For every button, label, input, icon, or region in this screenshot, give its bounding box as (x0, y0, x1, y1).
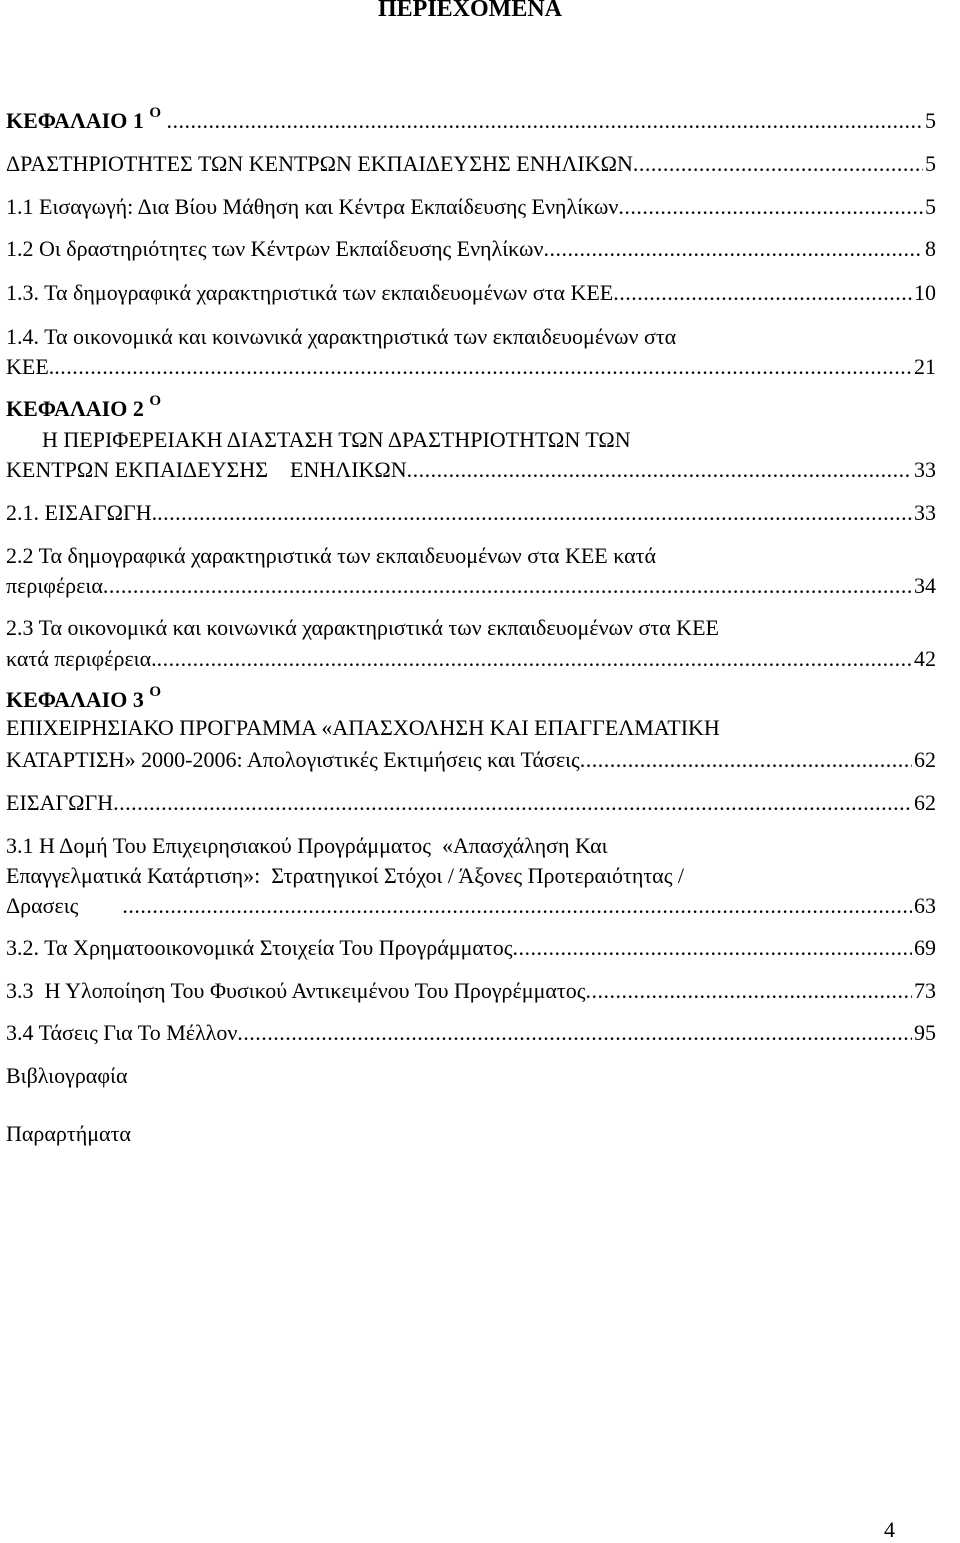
page-ref: 34 (914, 573, 936, 598)
toc-section-3-4[interactable] (6, 1022, 936, 1044)
page-ref: 63 (914, 893, 936, 918)
page-ref: 69 (914, 935, 936, 960)
toc-section-1-3[interactable] (6, 282, 936, 304)
page-ref: 5 (925, 108, 936, 133)
entry-label: ΚΑΤΑΡΤΙΣΗ» 2000-2006: Απολογιστικές Εκτιμήσεις και Τάσεις (6, 747, 580, 772)
entry-label: 2.1. ΕΙΣΑΓΩΓΗ. (6, 500, 158, 525)
entry-label: 1.2 Οι δραστηριότητες των Κέντρων Εκπαίδευσης Ενηλίκων (6, 236, 544, 261)
toc-section-3-2[interactable] (6, 937, 936, 959)
toc-appendices[interactable]: Παραρτήματα (6, 1121, 131, 1146)
toc-bibliography[interactable]: Βιβλιογραφία (6, 1063, 128, 1088)
dot-leader (633, 153, 923, 175)
chapter-2-label: ΚΕΦΑΛΑΙΟ 2 (6, 396, 144, 421)
page-ref: 21 (914, 354, 936, 379)
toc-section-2-2-line1: 2.2 Τα δημογραφικά χαρακτηριστικά των εκπαιδευομένων στα ΚΕΕ κατά (6, 543, 656, 568)
page-ref: 62 (914, 747, 936, 772)
toc-section-3-1[interactable] (6, 895, 936, 917)
page-ref: 62 (914, 790, 936, 815)
chapter-1-sup: Ο (149, 105, 162, 121)
toc-section-2-2[interactable] (6, 575, 936, 597)
entry-label: ΕΙΣΑΓΩΓΗ (6, 790, 114, 815)
entry-label: κατά περιφέρεια. (6, 646, 157, 671)
toc-section-1-4[interactable] (6, 356, 936, 378)
dot-leader (103, 575, 912, 597)
chapter-3-sup: Ο (149, 684, 162, 700)
entry-label: ΔΡΑΣΤΗΡΙΟΤΗΤΕΣ ΤΩΝ ΚΕΝΤΡΩΝ ΕΚΠΑΙΔΕΥΣΗΣ ΕΝΗΛΙΚΩΝ (6, 151, 633, 176)
entry-label: περιφέρεια (6, 573, 103, 598)
toc-section-3-1-line1: 3.1 Η Δομή Του Επιχειρησιακού Προγράμματος «Απασχάληση Και (6, 833, 608, 858)
entry-label: 3.3 Η Υλοποίηση Του Φυσικού Αντικειμένου Του Προγρέμματος (6, 978, 586, 1003)
toc-chapter-3-title[interactable] (6, 749, 936, 771)
page-title: ΠΕΡΙΕΧΟΜΕΝΑ (377, 0, 562, 22)
toc-section-3-3[interactable] (6, 980, 936, 1002)
toc-section-1-2[interactable] (6, 238, 936, 260)
page-ref: 10 (914, 280, 936, 305)
entry-label: 1.3. Τα δημογραφικά χαρακτηριστικά των εκπαιδευομένων στα ΚΕΕ (6, 280, 614, 305)
entry-label: ΚΕΕ. (6, 354, 55, 379)
entry-label: Δρασεις (6, 893, 79, 918)
page-ref: 5 (925, 151, 936, 176)
page-ref: 42 (914, 646, 936, 671)
toc-chapter-1-title[interactable] (6, 153, 936, 175)
dot-leader (512, 937, 912, 959)
dot-leader (613, 282, 912, 304)
page-ref: 73 (914, 978, 936, 1003)
dot-leader (122, 895, 912, 917)
toc-section-2-3-line1: 2.3 Τα οικονομικά και κοινωνικά χαρακτηριστικά των εκπαιδευομένων στα ΚΕΕ (6, 615, 719, 640)
chapter-1-label: ΚΕΦΑΛΑΙΟ 1 (6, 108, 144, 133)
dot-leader (167, 110, 923, 132)
dot-leader (580, 749, 912, 771)
toc-chapter-3[interactable] (6, 684, 162, 712)
dot-leader (54, 356, 912, 378)
entry-label: ΚΕΝΤΡΩΝ ΕΚΠΑΙΔΕΥΣΗΣ ΕΝΗΛΙΚΩΝ (6, 457, 407, 482)
page-ref: 33 (914, 457, 936, 482)
toc-introduction[interactable] (6, 792, 936, 814)
chapter-2-sup: Ο (149, 393, 162, 409)
dot-leader (543, 238, 923, 260)
page-ref: 8 (925, 236, 936, 261)
toc-section-1-4-line1: 1.4. Τα οικονομικά και κοινωνικά χαρακτηριστικά των εκπαιδευομένων στα (6, 324, 677, 349)
dot-leader (157, 502, 912, 524)
toc-section-1-1[interactable] (6, 196, 936, 218)
entry-label: 3.2. Τα Χρηματοοικονομικά Στοιχεία Του Προγράμματος (6, 935, 513, 960)
dot-leader (407, 459, 912, 481)
toc-section-2-3[interactable] (6, 648, 936, 670)
toc-section-2-1[interactable] (6, 502, 936, 524)
toc-section-3-1-line2: Επαγγελματικά Κατάρτιση»: Στρατηγικοί Στόχοι / Άξονες Προτεραιότητας / (6, 863, 685, 888)
toc-chapter-3-title-line1: ΕΠΙΧΕΙΡΗΣΙΑΚΟ ΠΡΟΓΡΑΜΜΑ «ΑΠΑΣΧΟΛΗΣΗ ΚΑΙ ΕΠΑΓΓΕΛΜΑΤΙΚΗ (6, 715, 720, 740)
toc-chapter-2-title-line1: Η ΠΕΡΙΦΕΡΕΙΑΚΗ ΔΙΑΣΤΑΣΗ ΤΩΝ ΔΡΑΣΤΗΡΙΟΤΗΤΩΝ ΤΩΝ (42, 427, 631, 452)
dot-leader (157, 648, 912, 670)
dot-leader (585, 980, 912, 1002)
chapter-3-label: ΚΕΦΑΛΑΙΟ 3 (6, 687, 144, 712)
page-number: 4 (884, 1517, 895, 1542)
entry-label: 1.1 Εισαγωγή: Δια Βίου Μάθηση και Κέντρα Εκπαίδευσης Ενηλίκων (6, 194, 619, 219)
page-ref: 5 (925, 194, 936, 219)
entry-label: 3.4 Τάσεις Για Το Μέλλον (6, 1020, 238, 1045)
toc-chapter-2[interactable] (6, 393, 162, 421)
page-ref: 95 (914, 1020, 936, 1045)
dot-leader (113, 792, 912, 814)
dot-leader (618, 196, 923, 218)
page-ref: 33 (914, 500, 936, 525)
toc-chapter-1[interactable] (6, 105, 936, 133)
toc-chapter-2-title[interactable] (6, 459, 936, 481)
dot-leader (237, 1022, 912, 1044)
